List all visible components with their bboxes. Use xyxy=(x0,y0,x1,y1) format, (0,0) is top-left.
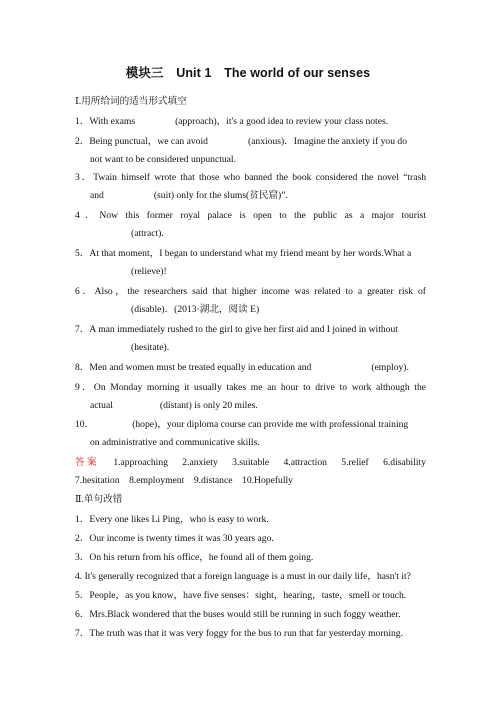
question-10-continuation: on administrative and communicative skills. xyxy=(90,437,260,448)
correction-item-7: 7．The truth was that it was very foggy for the bus to run that far yesterday morning. xyxy=(75,628,403,639)
correction-item-4: 4. It's generally recognized that a foreign language is a must in our daily life，hasn't it? xyxy=(75,571,411,582)
answer-label: 答案 xyxy=(75,457,99,468)
page-title: 模块三 Unit 1 The world of our senses xyxy=(125,66,371,80)
answer-key-line-1: 答案 1.approaching 2.anxiety 3.suitable 4.attraction 5.relief 6.disability xyxy=(75,457,426,468)
correction-item-2: 2．Our income is twenty times it was 30 years ago. xyxy=(75,533,274,544)
correction-item-1: 1．Every one likes Li Ping，who is easy to work. xyxy=(75,514,269,525)
question-3: 3．Twain himself wrote that those who banned the book considered the novel “trash xyxy=(75,172,426,183)
question-9-continuation: actual (distant) is only 20 miles. xyxy=(90,400,258,411)
correction-item-3: 3．On his return from his office，he found all of them going. xyxy=(75,552,314,563)
correction-item-6: 6．Mrs.Black wondered that the buses would still be running in such foggy weather. xyxy=(75,609,401,620)
answer-key-line-2: 7.hesitation 8.employment 9.distance 10.Hopefully xyxy=(75,475,293,486)
correction-item-5: 5．People，as you know，have five senses：sight，hearing，taste，smell or touch. xyxy=(75,590,407,601)
question-7-continuation: (hesitate). xyxy=(131,342,170,353)
question-4-continuation: (attract). xyxy=(131,228,164,239)
question-10: 10． (hope)，your diploma course can provide me with professional training xyxy=(75,419,409,430)
question-7: 7．A man immediately rushed to the girl to give her first aid and I joined in without xyxy=(75,324,398,335)
question-5-continuation: (relieve)! xyxy=(131,266,167,277)
question-6-continuation: (disable)．(2013·湖北，阅读 E) xyxy=(131,304,260,315)
question-6: 6．Also，the researchers said that higher income was related to a greater risk of xyxy=(75,286,427,297)
question-2-continuation: not want to be considered unpunctual. xyxy=(90,154,237,165)
question-5: 5．At that moment，I began to understand what my friend meant by her words.What a xyxy=(75,248,412,259)
question-1: 1．With exams (approach)，it's a good idea to review your class notes. xyxy=(75,116,389,127)
question-2: 2．Being punctual，we can avoid (anxious)．Imagine the anxiety if you do xyxy=(75,136,408,147)
section-heading-error-correction: Ⅱ.单句改错 xyxy=(75,494,123,505)
section-heading-fill-blank: Ⅰ.用所给词的适当形式填空 xyxy=(75,96,187,107)
question-4: 4．Now this former royal palace is open to the public as a major tourist xyxy=(75,210,426,221)
question-3-continuation: and (suit) only for the slums(贫民窟)”. xyxy=(90,190,288,201)
question-8: 8．Men and women must be treated equally in education and (employ). xyxy=(75,362,409,373)
question-9: 9．On Monday morning it usually takes me an hour to drive to work although the xyxy=(75,382,427,393)
